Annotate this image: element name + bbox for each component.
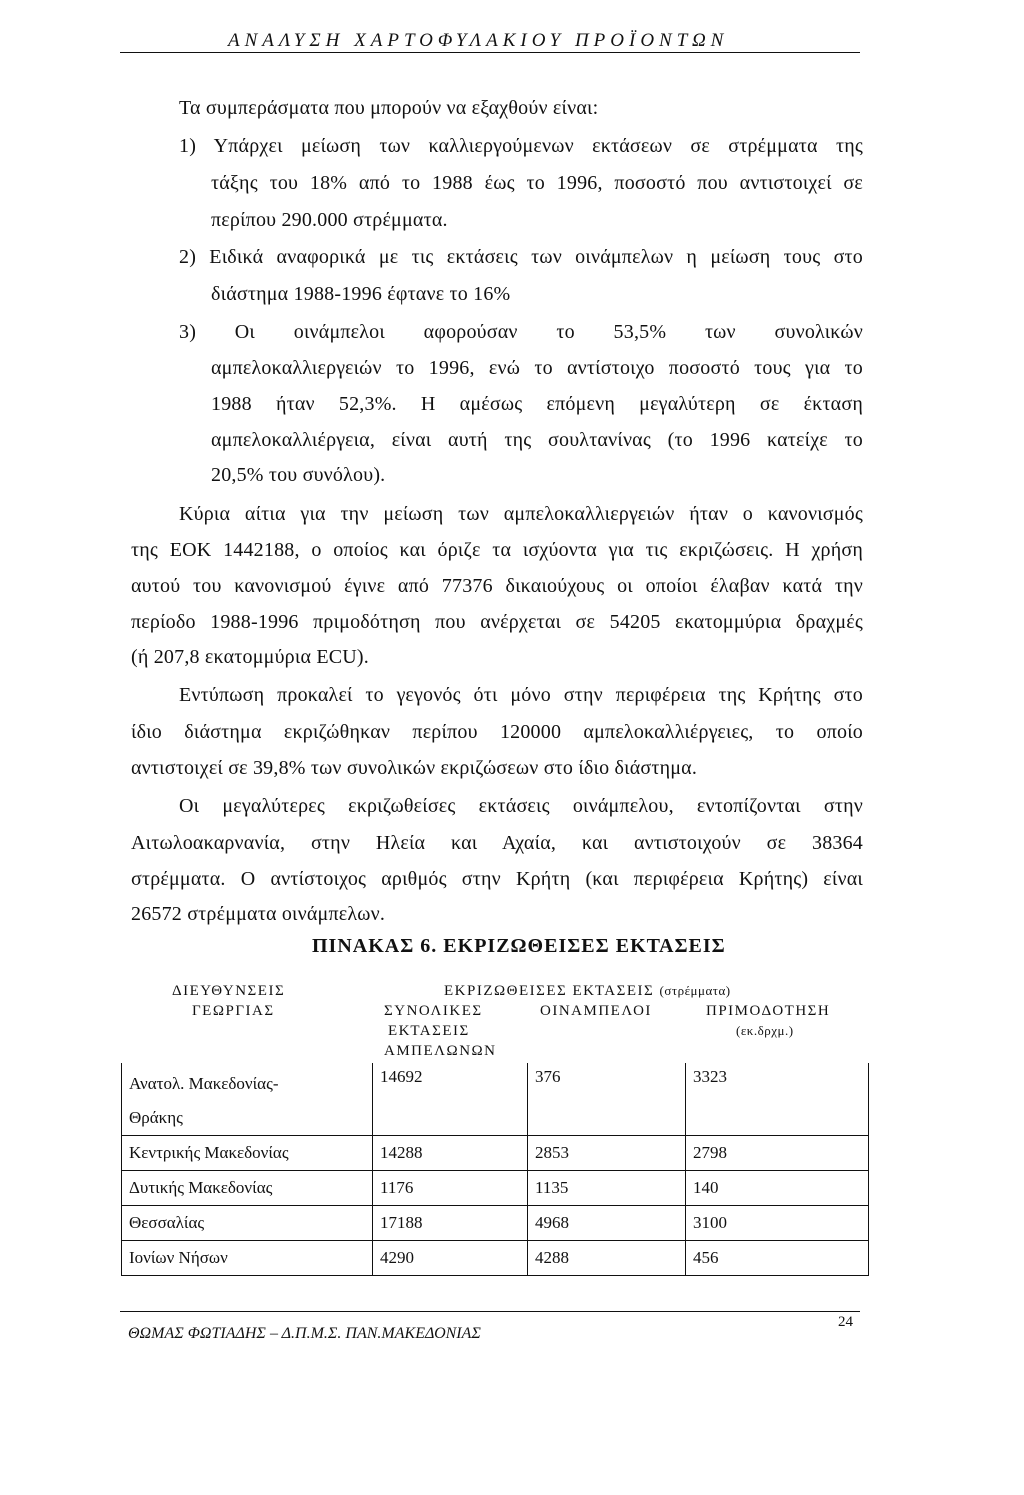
col-header-vines: ΟΙΝΑΜΠΕΛΟΙ	[540, 1003, 652, 1019]
p4-line-3: αυτού του κανονισμού έγινε από 77376 δικαιούχους οι οποίοι έλαβαν κατά την	[131, 575, 863, 597]
table-row	[122, 1206, 869, 1241]
group-header: ΕΚΡΙΖΩΘΕΙΣΕΣ ΕΚΤΑΣΕΙΣ (στρέμματα)	[444, 983, 731, 999]
footer-rule	[120, 1311, 860, 1312]
p1-line-3: περίπου 290.000 στρέμματα.	[211, 209, 448, 231]
region-cell: Ανατολ. Μακεδονίας- Θράκης	[122, 1063, 373, 1136]
p4-line-5: (ή 207,8 εκατομμύρια ECU).	[131, 646, 369, 668]
vines-cell: 4968	[528, 1206, 686, 1241]
vines-cell: 2853	[528, 1136, 686, 1171]
p1-line-2: τάξης του 18% από το 1988 έως το 1996, ποσοστό που αντιστοιχεί σε	[211, 172, 863, 194]
total-cell: 1176	[373, 1171, 528, 1206]
table-row	[122, 1063, 869, 1136]
p5-line-3: αντιστοιχεί σε 39,8% των συνολικών εκριζώσεων στο ίδιο διάστημα.	[131, 757, 698, 779]
p2-line-2: διάστημα 1988-1996 έφτανε το 16%	[211, 283, 511, 305]
p5-line-1: Εντύπωση προκαλεί το γεγονός ότι μόνο στην περιφέρεια της Κρήτης στο	[179, 684, 863, 706]
footer-author: ΘΩΜΑΣ ΦΩΤΙΑΔΗΣ – Δ.Π.Μ.Σ. ΠΑΝ.ΜΑΚΕΔΟΝΙΑΣ	[128, 1325, 481, 1342]
p3-line-4: αμπελοκαλλιέργεια, είναι αυτή της σουλτανίνας (το 1996 κατείχε το	[211, 429, 863, 451]
table-row	[122, 1136, 869, 1171]
p5-line-2: ίδιο διάστημα εκριζώθηκαν περίπου 120000 αμπελοκαλλιέργειες, το οποίο	[131, 721, 863, 743]
table-row	[122, 1171, 869, 1206]
p6-line-3: στρέμματα. Ο αντίστοιχος αριθμός στην Κρήτη (και περιφέρεια Κρήτης) είναι	[131, 868, 863, 890]
col-header-directorates: ΔΙΕΥΘΥΝΣΕΙΣ ΓΕΩΡΓΙΑΣ	[172, 983, 286, 1019]
intro-line: Τα συμπεράσματα που μπορούν να εξαχθούν είναι:	[179, 97, 599, 119]
subsidy-cell: 2798	[686, 1136, 869, 1171]
subsidy-cell: 3323	[686, 1063, 869, 1136]
p3-line-3: 1988 ήταν 52,3%. Η αμέσως επόμενη μεγαλύτερη σε έκταση	[211, 393, 863, 415]
p4-line-2: της ΕΟΚ 1442188, ο οποίος και όριζε τα ισχύοντα για τις εκριζώσεις. Η χρήση	[131, 539, 863, 561]
running-header: ΑΝΑΛΥΣΗ ΧΑΡΤΟΦΥΛΑΚΙΟΥ ΠΡΟΪΟΝΤΩΝ	[228, 30, 729, 51]
p2-line-1: 2) Ειδικά αναφορικά με τις εκτάσεις των οινάμπελων η μείωση τους στο	[179, 246, 863, 268]
vines-cell: 4288	[528, 1241, 686, 1276]
col-header-subsidy: ΠΡΙΜΟΔΟΤΗΣΗ (εκ.δρχμ.)	[706, 1003, 831, 1038]
vines-cell: 1135	[528, 1171, 686, 1206]
vines-cell: 376	[528, 1063, 686, 1136]
subsidy-cell: 140	[686, 1171, 869, 1206]
region-cell: Κεντρικής Μακεδονίας	[122, 1136, 373, 1171]
col-header-total: ΣΥΝΟΛΙΚΕΣ ΕΚΤΑΣΕΙΣ ΑΜΠΕΛΩΝΩΝ	[384, 1003, 497, 1059]
p3-line-5: 20,5% του συνόλου).	[211, 464, 386, 486]
region-cell: Ιονίων Νήσων	[122, 1241, 373, 1276]
p4-line-4: περίοδο 1988-1996 πριμοδότηση που ανέρχεται σε 54205 εκατομμύρια δραχμές	[131, 611, 863, 633]
total-cell: 17188	[373, 1206, 528, 1241]
p1-line-1: 1) Υπάρχει μείωση των καλλιεργούμενων εκτάσεων σε στρέμματα της	[179, 135, 863, 157]
subsidy-cell: 456	[686, 1241, 869, 1276]
table-row	[122, 1241, 869, 1276]
p3-line-1: 3) Οι οινάμπελοι αφορούσαν το 53,5% των συνολικών	[179, 321, 863, 343]
region-cell: Θεσσαλίας	[122, 1206, 373, 1241]
region-cell: Δυτικής Μακεδονίας	[122, 1171, 373, 1206]
uprooted-areas-table	[121, 1063, 869, 1276]
p3-line-2: αμπελοκαλλιεργειών το 1996, ενώ το αντίστοιχο ποσοστό τους για το	[211, 357, 863, 379]
p4-line-1: Κύρια αίτια για την μείωση των αμπελοκαλλιεργειών ήταν ο κανονισμός	[179, 503, 863, 525]
total-cell: 14288	[373, 1136, 528, 1171]
table-title: ΠΙΝΑΚΑΣ 6. ΕΚΡΙΖΩΘΕΙΣΕΣ ΕΚΤΑΣΕΙΣ	[312, 935, 726, 957]
total-cell: 14692	[373, 1063, 528, 1136]
p6-line-4: 26572 στρέμματα οινάμπελων.	[131, 903, 386, 925]
p6-line-2: Αιτωλοακαρνανία, στην Ηλεία και Αχαία, και αντιστοιχούν σε 38364	[131, 832, 863, 854]
subsidy-cell: 3100	[686, 1206, 869, 1241]
page-number: 24	[838, 1314, 853, 1330]
p6-line-1: Οι μεγαλύτερες εκριζωθείσες εκτάσεις οινάμπελου, εντοπίζονται στην	[179, 795, 863, 817]
total-cell: 4290	[373, 1241, 528, 1276]
header-rule	[120, 52, 860, 53]
